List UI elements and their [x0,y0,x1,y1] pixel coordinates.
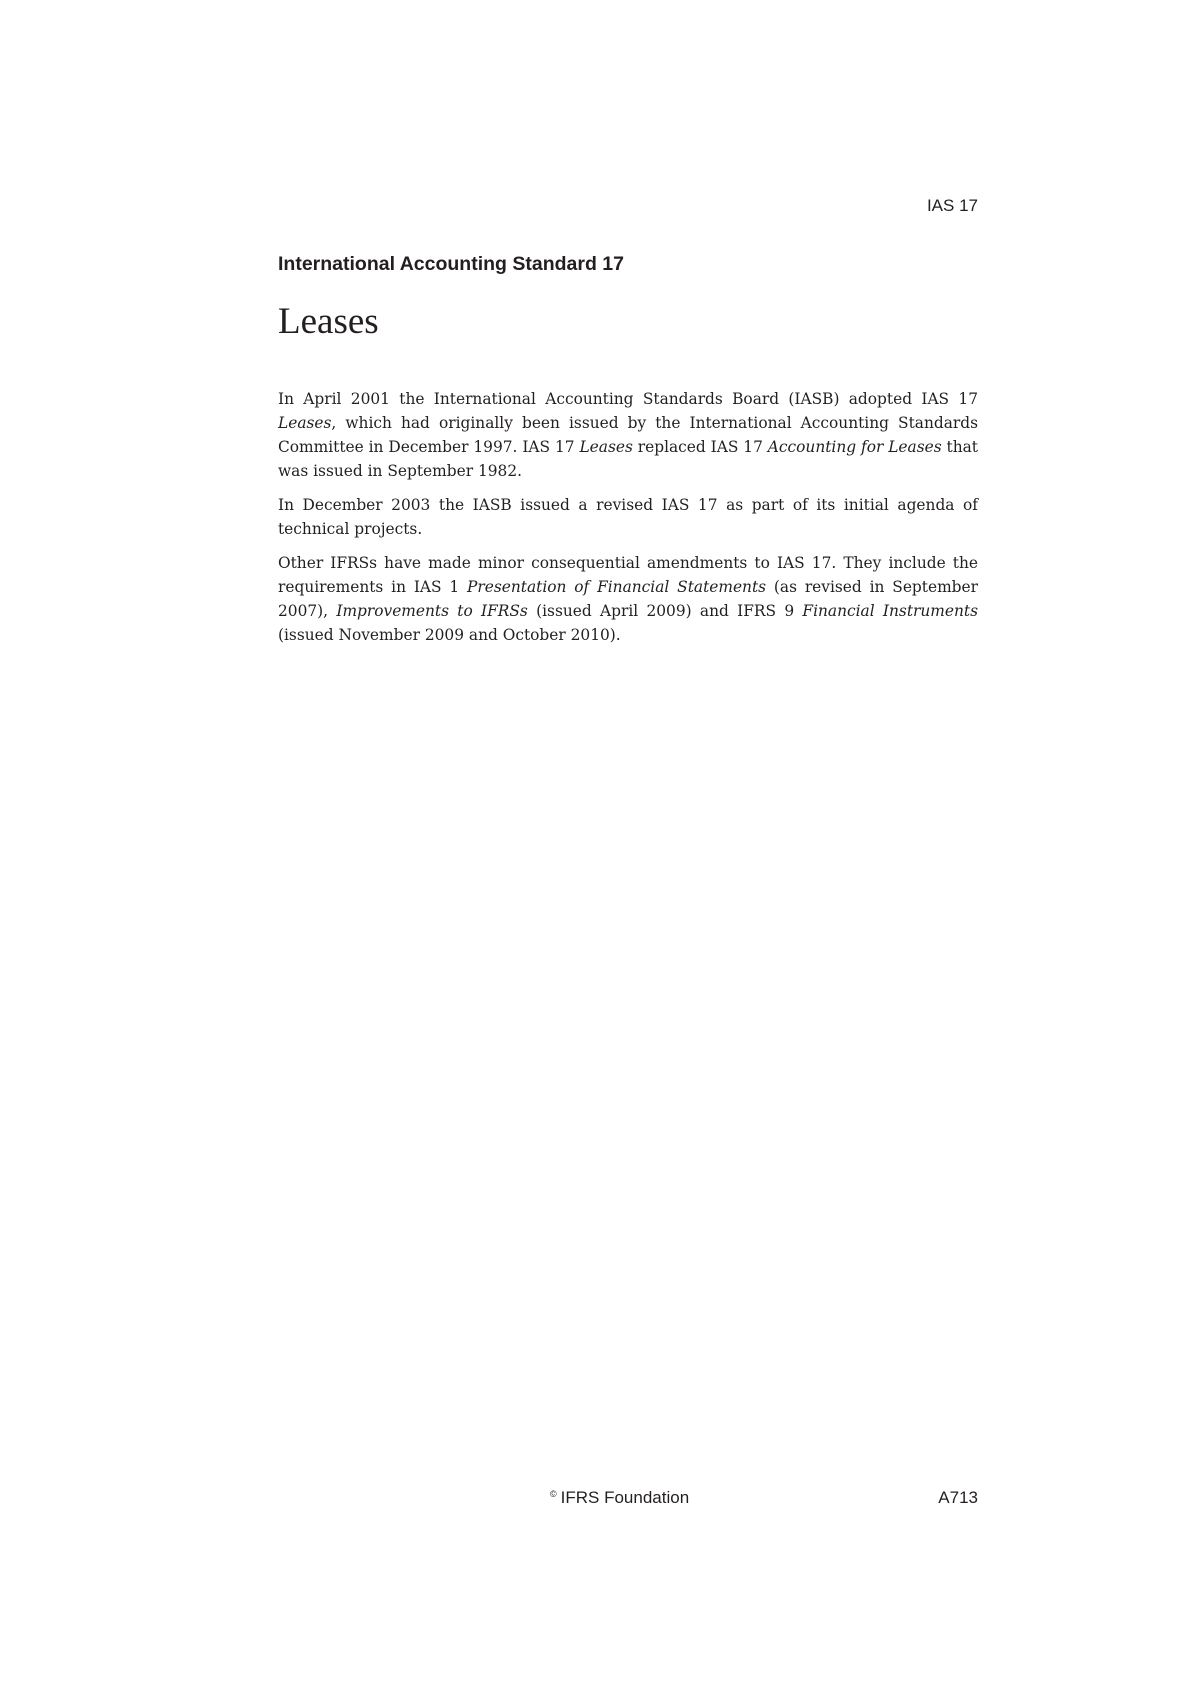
paragraph-amendments [278,551,978,647]
text-segment: (issued April 2009) and IFRS 9 [527,602,803,620]
text-segment: , which had originally been issued by the International Accounting Standards Committee in December 1997. IAS 17 [278,414,978,456]
copyright-holder: IFRS Foundation [560,1488,690,1507]
italic-title: Leases [579,438,633,456]
italic-title: Financial Instruments [802,602,978,620]
copyright-symbol: © [550,1489,557,1499]
running-header: IAS 17 [926,196,978,215]
page-title: Leases [278,301,379,342]
page-number: A713 [938,1488,978,1507]
paragraph-adoption-history [278,387,978,483]
text-segment: In April 2001 the International Accounting Standards Board (IASB) adopted IAS 17 [278,390,978,408]
body-text [278,387,978,657]
italic-title: Accounting for Leases [767,438,942,456]
standard-label: International Accounting Standard 17 [278,253,624,275]
italic-title: Leases [278,414,332,432]
text-segment: (issued November 2009 and October 2010). [278,626,621,644]
italic-title: Presentation of Financial Statements [467,578,767,596]
text-segment: replaced IAS 17 [632,438,768,456]
text-segment: that was issued in September 1982. [278,438,978,480]
paragraph-revision [278,493,978,541]
text-segment: Other IFRSs have made minor consequential amendments to IAS 17. They include the requirements in IAS 1 [278,554,978,596]
italic-title: Improvements to IFRSs [336,602,528,620]
text-segment: (as revised in September 2007), [278,578,978,620]
text-segment: In December 2003 the IASB issued a revised IAS 17 as part of its initial agenda of technical projects. [278,496,978,538]
